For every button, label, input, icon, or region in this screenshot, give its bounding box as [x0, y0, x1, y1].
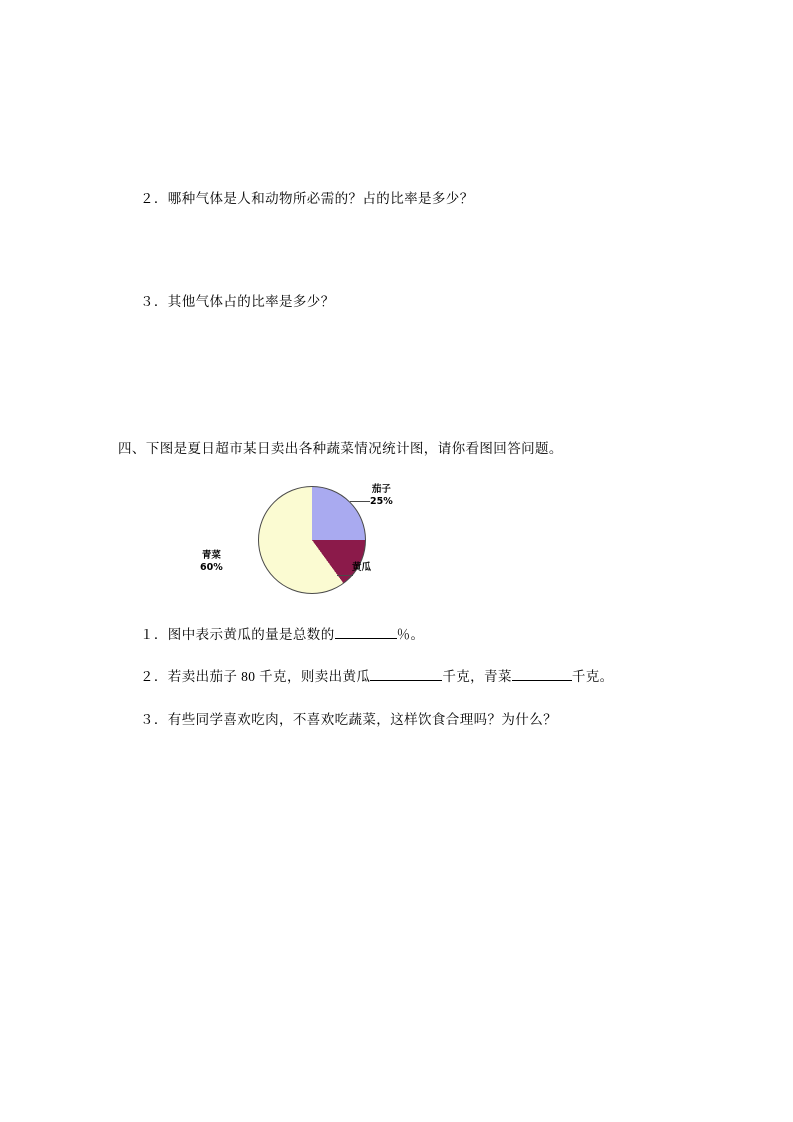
question-2-bottom — [140, 667, 614, 687]
question-2-top: ２．哪种气体是人和动物所必需的？占的比率是多少？ — [140, 191, 474, 206]
section-number: 四、 — [118, 441, 146, 456]
pie-label-qingcai-value: 60% — [200, 561, 223, 573]
question-1-text-after: ％。 — [396, 626, 425, 642]
question-1-text-before: １．图中表示黄瓜的量是总数的 — [140, 626, 335, 642]
question-3-top: ３．其他气体占的比率是多少？ — [140, 294, 335, 309]
question-3-bottom: ３．有些同学喜欢吃肉，不喜欢吃蔬菜，这样饮食合理吗？为什么？ — [140, 712, 557, 727]
pie-chart — [200, 478, 530, 608]
section-heading — [118, 440, 563, 459]
question-2-text-a: ２．若卖出茄子 80 千克，则卖出黄瓜 — [140, 668, 371, 684]
pie-label-qiezi-name: 茄子 — [371, 484, 391, 495]
pie-label-huanggua — [352, 562, 371, 574]
question-1-bottom — [140, 625, 424, 645]
pie-shape — [258, 486, 366, 594]
answer-blank-1[interactable] — [335, 625, 397, 639]
leader-line-qiezi — [350, 501, 370, 502]
answer-blank-3[interactable] — [512, 667, 572, 681]
leader-line-huanggua — [337, 575, 353, 576]
pie-label-qiezi — [370, 484, 393, 508]
pie-label-qiezi-value: 25% — [370, 495, 393, 507]
pie-label-huanggua-name: 黄瓜 — [352, 562, 372, 573]
pie-label-qingcai-name: 青菜 — [201, 550, 221, 561]
question-2-text-b: 千克，青菜 — [442, 668, 512, 684]
answer-blank-2[interactable] — [370, 667, 442, 681]
question-2-text-c: 千克。 — [571, 668, 614, 684]
section-text: 下图是夏日超市某日卖出各种蔬菜情况统计图，请你看图回答问题。 — [145, 441, 563, 456]
pie-label-qingcai — [200, 550, 223, 574]
